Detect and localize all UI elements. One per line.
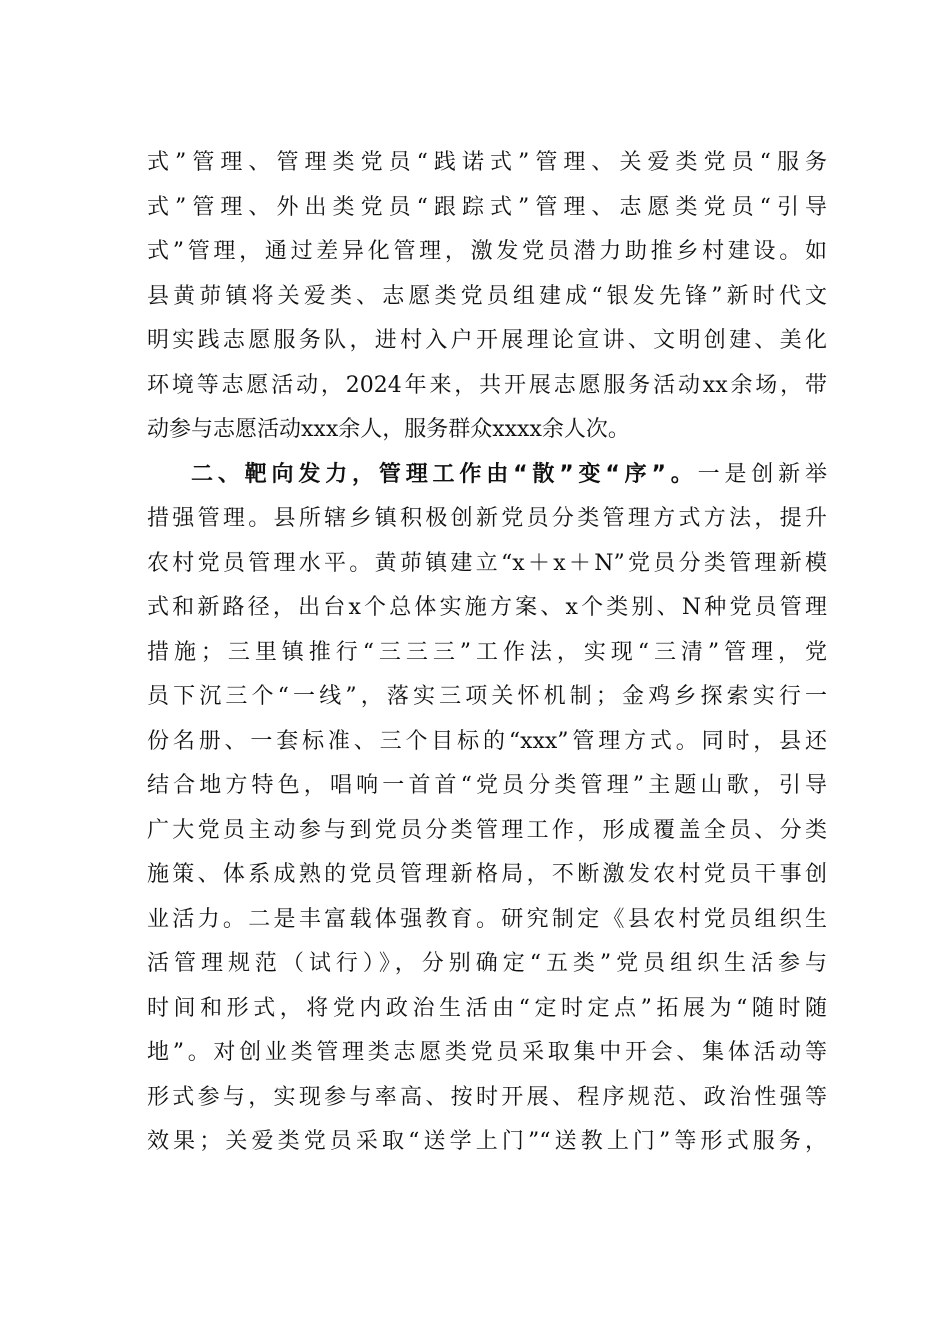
text-line: 地”。对创业类管理类志愿类党员采取集中开会、集体活动等 bbox=[147, 1040, 827, 1065]
heading-tail-text: 一是创新举 bbox=[697, 461, 827, 487]
text-line: 式”管理、外出类党员“跟踪式”管理、志愿类党员“引导 bbox=[147, 194, 827, 220]
text-line: 效果；关爱类党员采取“送学上门”“送教上门”等形式服务， bbox=[147, 1129, 827, 1154]
text-line: 施策、体系成熟的党员管理新格局，不断激发农村党员干事创 bbox=[147, 862, 827, 887]
text-line: 环境等志愿活动，2024年来，共开展志愿服务活动xx余场，带 bbox=[147, 372, 827, 398]
text-line: 份名册、一套标准、三个目标的“xxx”管理方式。同时，县还 bbox=[147, 728, 827, 754]
paragraph-2-first-line bbox=[147, 453, 827, 498]
text-line: 时间和形式，将党内政治生活由“定时定点”拓展为“随时随 bbox=[147, 995, 827, 1021]
text-line: 明实践志愿服务队，进村入户开展理论宣讲、文明创建、美化 bbox=[147, 328, 827, 353]
section-heading: 二、靶向发力，管理工作由“散”变“序”。 bbox=[191, 461, 698, 487]
text-line: 式和新路径，出台x个总体实施方案、x个类别、N种党员管理 bbox=[147, 595, 827, 620]
text-line: 动参与志愿活动xxx余人，服务群众xxxx余人次。 bbox=[147, 417, 630, 442]
text-line: 农村党员管理水平。黄茆镇建立“x＋x＋N”党员分类管理新模 bbox=[147, 550, 827, 576]
text-line: 措强管理。县所辖乡镇积极创新党员分类管理方式方法，提升 bbox=[147, 506, 827, 531]
text-line: 业活力。二是丰富载体强教育。研究制定《县农村党员组织生 bbox=[147, 906, 827, 932]
text-line: 式”管理，通过差异化管理，激发党员潜力助推乡村建设。如 bbox=[147, 239, 827, 264]
text-line: 员下沉三个“一线”，落实三项关怀机制；金鸡乡探索实行一 bbox=[147, 684, 827, 709]
paragraph-1 bbox=[147, 141, 827, 453]
text-line: 措施；三里镇推行“三三三”工作法，实现“三清”管理，党 bbox=[147, 639, 827, 665]
text-line: 式”管理、管理类党员“践诺式”管理、关爱类党员“服务 bbox=[147, 150, 827, 175]
text-line: 形式参与，实现参与率高、按时开展、程序规范、政治性强等 bbox=[147, 1084, 827, 1110]
body-text bbox=[147, 141, 827, 1165]
text-line: 结合地方特色，唱响一首首“党员分类管理”主题山歌，引导 bbox=[147, 773, 827, 798]
paragraph-2 bbox=[147, 453, 827, 1165]
text-line: 县黄茆镇将关爱类、志愿类党员组建成“银发先锋”新时代文 bbox=[147, 283, 827, 309]
text-line: 活管理规范（试行）》，分别确定“五类”党员组织生活参与 bbox=[147, 951, 827, 976]
text-line: 广大党员主动参与到党员分类管理工作，形成覆盖全员、分类 bbox=[147, 817, 827, 843]
